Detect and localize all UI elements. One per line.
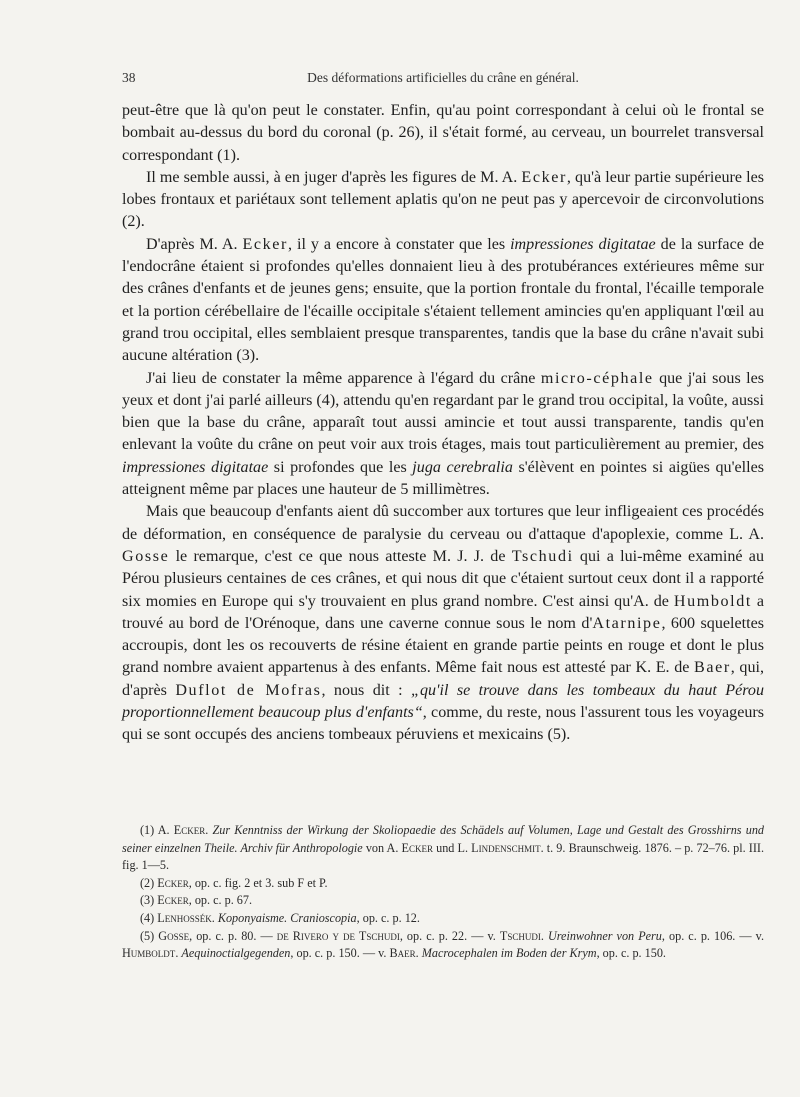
latin-term: juga cerebralia [412, 458, 513, 476]
paragraph-3: D'après M. A. Ecker, il y a encore à constater que les impressiones digitatae de la surface de l'endocrâne étaient si profondes qu'elles donnaient lieu à des protubérances extérieures même sur des crânes d'enfants et de jeunes gens; ensuite, que la portion frontale du frontal, l'écaille temporale et la portion cérébellaire de l'écaille occipitale s'étaient tellement amincies qu'en appliquant l'œil au grand trou occipital, elles semblaient presque transparentes, tandis que la base du crâne n'avait subi aucune altération (3). [122, 235, 765, 365]
page-header [122, 70, 764, 94]
paragraph-4: J'ai lieu de constater la même apparence à l'égard du crâne micro-céphale que j'ai sous les yeux et dont j'ai parlé ailleurs (4), attendu qu'en regardant par le grand trou occipital, la voûte, aussi bien que la base du crâne, apparaît tout aussi amincie et tout aussi transparente, tandis qu'en enlevant la voûte du crâne on peut voir aux trois étages, mais tout particulièrement au premier, des impressiones digitatae si profondes que les juga cerebralia s'élèvent en pointes si aigües qu'elles atteignent même par places une hauteur de 5 millimètres. [122, 369, 764, 499]
latin-term: impressiones digitatae [510, 235, 656, 253]
emphasized-term: micro-céphale [540, 369, 654, 387]
latin-term: impressiones digitatae [122, 458, 269, 476]
footnote-2: (2) Ecker, op. c. fig. 2 et 3. sub F et P. [140, 875, 328, 890]
author-name: Baer [694, 659, 731, 677]
place-name: Atarnipe [592, 614, 662, 632]
main-text [122, 100, 764, 747]
author-name: Ecker [521, 168, 567, 186]
footnotes [122, 822, 764, 963]
running-title: Des déformations artificielles du crâne en général. [307, 70, 579, 85]
author-name: Gosse [122, 547, 170, 565]
page-number: 38 [122, 70, 136, 85]
footnote-1: (1) A. Ecker. Zur Kenntniss der Wirkung der Skoliopaedie des Schädels auf Volumen, Lage und Gestalt des Grosshirns und seiner einzelnen Theile. Archiv für Anthropologie von A. Ecker und L. Lindenschmit. t. 9. Braunschweig. 1876. – p. 72–76. pl. III. fig. 1—5. [122, 823, 765, 873]
author-name: Duflot de Mofras [175, 681, 322, 699]
author-name: Humboldt [673, 592, 752, 610]
paragraph-5: Mais que beaucoup d'enfants aient dû succomber aux tortures que leur infligeaient ces procédés de déformation, en conséquence de paralysie du cerveau ou d'attaque d'apoplexie, comme L. A. Gosse le remarque, c'est ce que nous atteste M. J. J. de Tschudi qui a lui-même examiné au Pérou plusieurs centaines de ces crânes, et qui nous dit que c'étaient surtout ceux dont il a rapporté six momies en Europe qui s'y trouvaient en plus grand nombre. C'est ainsi qu'A. de Humboldt a trouvé au bord de l'Orénoque, dans une caverne connue sous le nom d'Atarnipe, 600 squelettes accroupis, dont les os recouverts de résine étaient en grande partie peints en rouge et dont le plus grand nombre avaient appartenus à des enfants. Même fait nous est attesté par K. E. de Baer, qui, d'après Duflot de Mofras, nous dit : „qu'il se trouve dans les tombeaux du haut Pérou proportionnellement beaucoup plus d'enfants“, comme, du reste, nous l'assurent tous les voyageurs qui se sont occupés des anciens tombeaux péruviens et mexicains (5). [122, 503, 765, 744]
paragraph-1: peut-être que là qu'on peut le constater. Enfin, qu'au point correspondant à celui où le frontal se bombait au-dessus du bord du coronal (p. 26), il s'était formé, au cerveau, un bourrelet transversal correspondant (1). [122, 102, 764, 164]
footnote-4: (4) Lenhossék. Koponyaisme. Cranioscopia, op. c. p. 12. [140, 910, 420, 925]
footnote-5: (5) Gosse, op. c. p. 80. — de Rivero y de Tschudi, op. c. p. 22. — v. Tschudi. Ureinwohner von Peru, op. c. p. 106. — v. Humboldt. Aequinoctialgegenden, op. c. p. 150. — v. Baer. Macrocephalen im Boden der Krym, op. c. p. 150. [122, 928, 764, 961]
footnote-3: (3) Ecker, op. c. p. 67. [140, 893, 253, 908]
quotation: „qu'il se trouve dans les tombeaux du haut Pérou proportionnellement beaucoup plus d'enfants“ [122, 681, 764, 722]
author-name: Ecker [242, 235, 288, 253]
author-name: Tschudi [511, 547, 574, 565]
paragraph-2: Il me semble aussi, à en juger d'après les figures de M. A. Ecker, qu'à leur partie supérieure les lobes frontaux et pariétaux sont tellement aplatis qu'on ne peut pas y apercevoir de circonvolutions (2). [122, 168, 764, 231]
